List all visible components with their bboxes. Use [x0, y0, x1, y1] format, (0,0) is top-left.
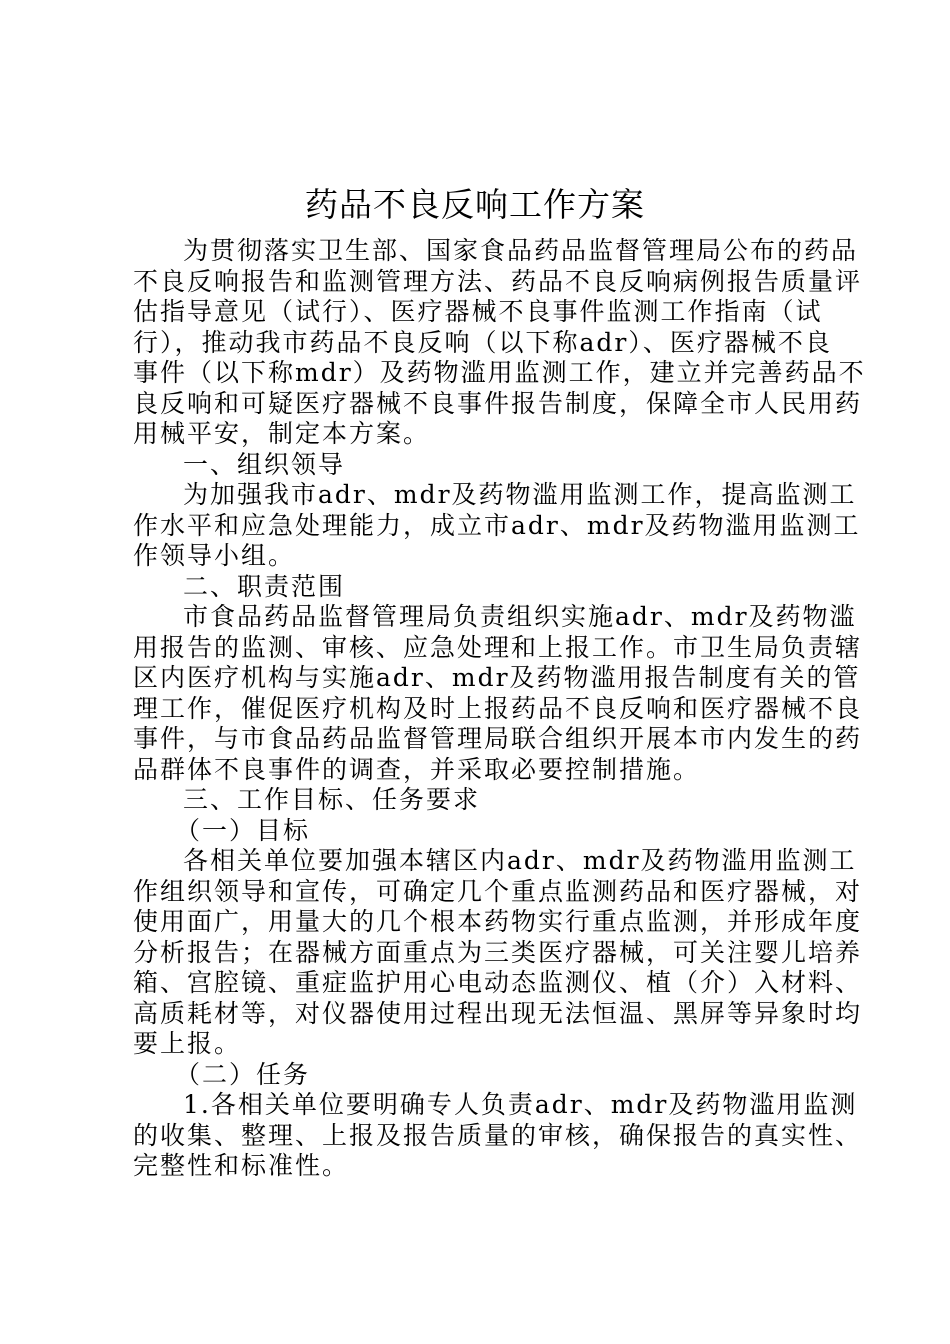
text-line: 为贯彻落实卫生部、国家食品药品监督管理局公布的药品 [183, 236, 859, 265]
text-line: 一、组织领导 [183, 449, 346, 479]
text-line: 估指导意见（试行）、医疗器械不良事件监测工作指南（试 [133, 297, 823, 326]
text-line: 用械平安，制定本方案。 [133, 419, 431, 448]
subsection-heading [133, 1060, 833, 1091]
text-line: 用报告的监测、审核、应急处理和上报工作。市卫生局负责辖 [133, 632, 863, 662]
text-line: 1.各相关单位要明确专人负责adr、mdr及药物滥用监测 [183, 1090, 858, 1119]
paragraph [133, 236, 866, 450]
text-line: 各相关单位要加强本辖区内adr、mdr及药物滥用监测工 [183, 846, 857, 875]
text-line: 分析报告；在器械方面重点为三类医疗器械，可关注婴儿培养 [133, 937, 863, 967]
text-line: 使用面广，用量大的几个根本药物实行重点监测，并形成年度 [133, 907, 863, 936]
text-line: 不良反响报告和监测管理方法、药品不良反响病例报告质量评 [133, 266, 863, 296]
text-line: 品群体不良事件的调查，并采取必要控制措施。 [133, 754, 701, 784]
text-line: 区内医疗机构与实施adr、mdr及药物滥用报告制度有关的管 [133, 663, 861, 692]
section-heading [133, 572, 833, 603]
text-line: 事件，与市食品药品监督管理局联合组织开展本市内发生的药 [133, 724, 863, 753]
text-line: 高质耗材等，对仪器使用过程出现无法恒温、黑屏等异象时均 [133, 998, 863, 1028]
text-line: 三、工作目标、任务要求 [183, 785, 481, 814]
document-body [133, 236, 866, 1182]
text-line: 良反响和可疑医疗器械不良事件报告制度，保障全市人民用药 [133, 388, 863, 418]
text-line: （二）任务 [175, 1059, 311, 1089]
paragraph [133, 480, 861, 572]
section-heading [133, 785, 833, 816]
text-line: （一）目标 [175, 815, 311, 845]
text-line: 作领导小组。 [133, 541, 296, 570]
text-line: 箱、宫腔镜、重症监护用心电动态监测仪、植（介）入材料、 [133, 968, 863, 997]
text-line: 作组织领导和宣传，可确定几个重点监测药品和医疗器械，对 [133, 876, 863, 906]
paragraph [133, 846, 863, 1060]
text-line: 完整性和标准性。 [133, 1151, 350, 1180]
text-line: 理工作，催促医疗机构及时上报药品不良反响和医疗器械不良 [133, 693, 863, 723]
text-line: 行），推动我市药品不良反响（以下称adr）、医疗器械不良 [133, 327, 832, 357]
text-line: 二、职责范围 [183, 571, 346, 601]
text-line: 事件（以下称mdr）及药物滥用监测工作，建立并完善药品不 [133, 358, 866, 387]
section-heading [133, 450, 833, 481]
paragraph [133, 1090, 863, 1182]
text-line: 作水平和应急处理能力，成立市adr、mdr及药物滥用监测工 [133, 510, 861, 540]
text-line: 的收集、整理、上报及报告质量的审核，确保报告的真实性、 [133, 1120, 863, 1150]
text-line: 市食品药品监督管理局负责组织实施adr、mdr及药物滥 [183, 602, 857, 631]
paragraph [133, 602, 863, 785]
text-line: 要上报。 [133, 1029, 242, 1058]
text-line: 为加强我市adr、mdr及药物滥用监测工作，提高监测工 [183, 480, 857, 509]
document-title: 药品不良反响工作方案 [305, 185, 645, 224]
subsection-heading [133, 816, 833, 847]
